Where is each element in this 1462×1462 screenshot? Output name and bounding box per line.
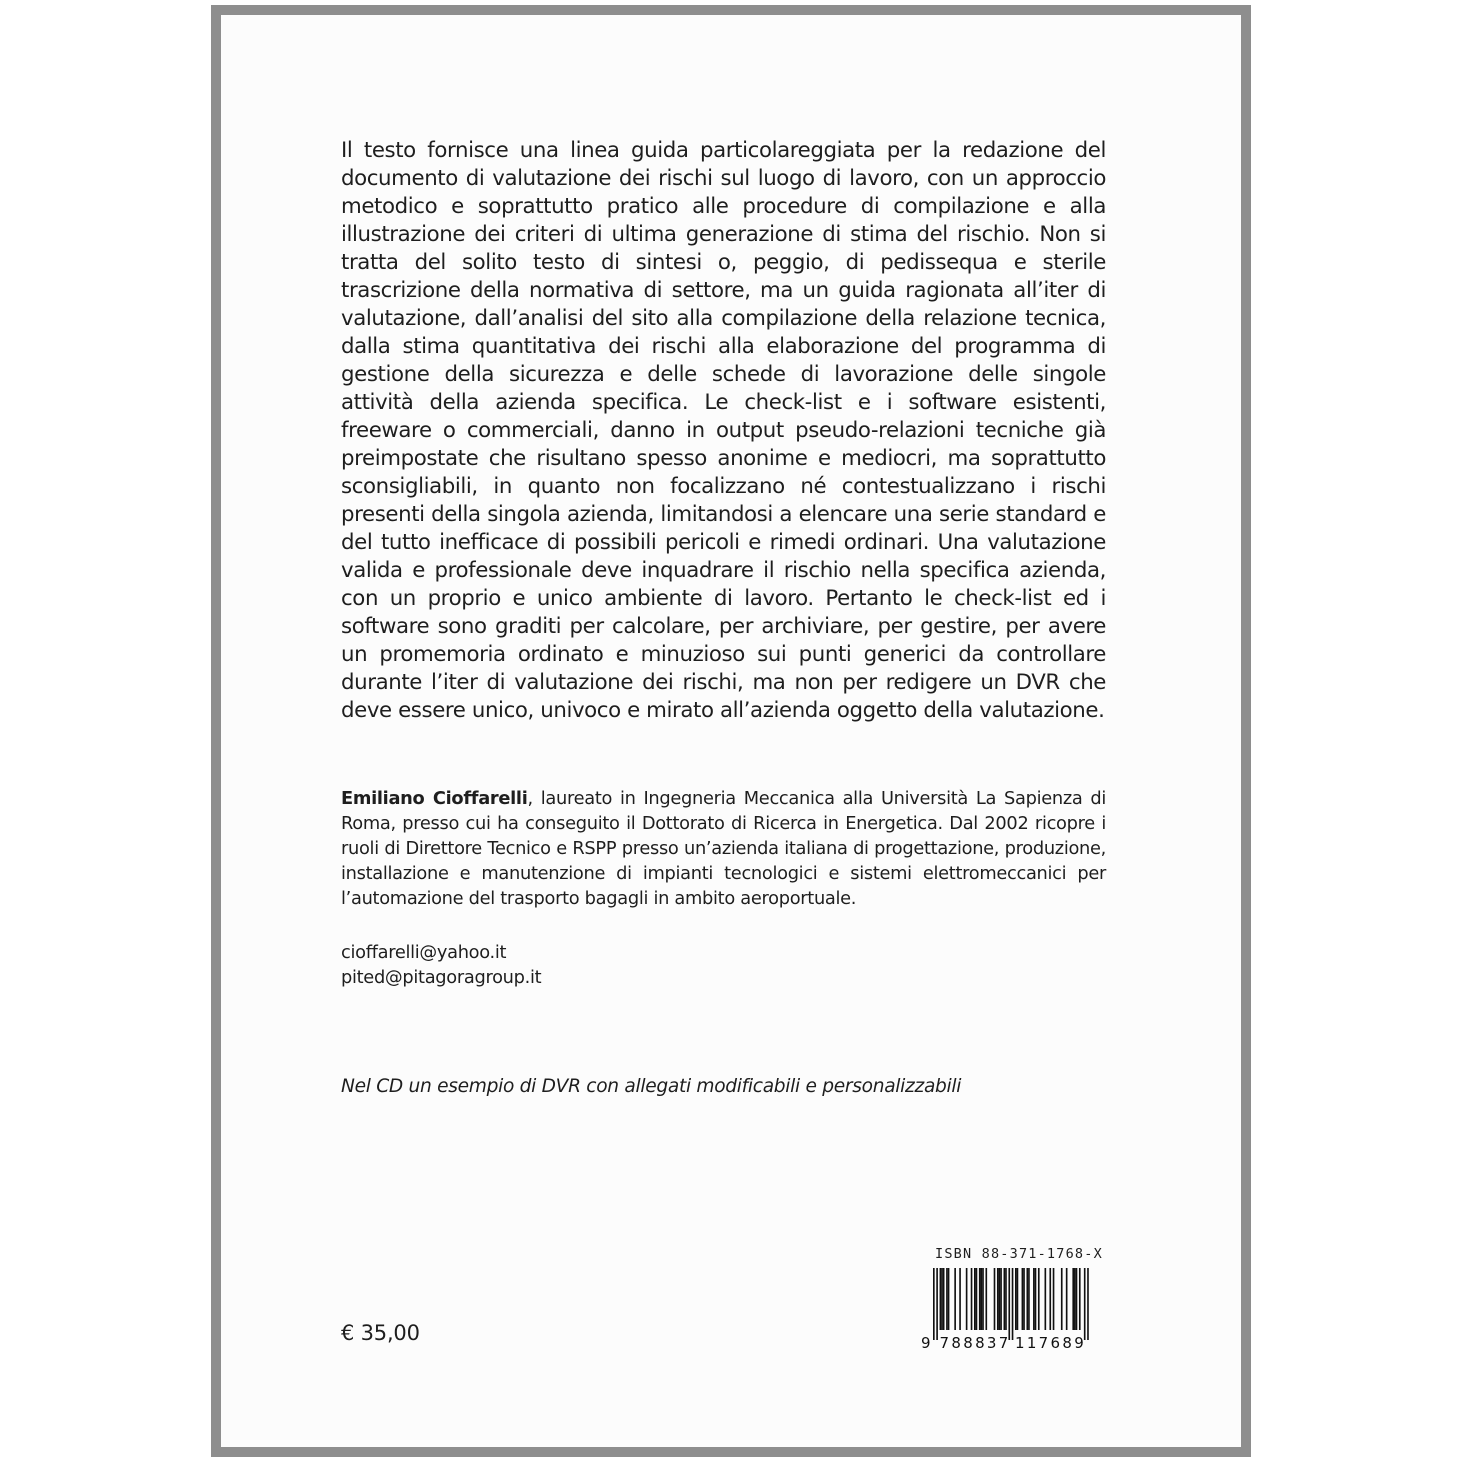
barcode-bar — [1000, 1268, 1002, 1330]
barcode-bar — [966, 1268, 968, 1330]
barcode-bar — [1004, 1268, 1006, 1330]
barcode-bar — [1035, 1268, 1037, 1330]
email-author: cioffarelli@yahoo.it — [341, 942, 507, 963]
price-label: € 35,00 — [341, 1321, 420, 1345]
barcode-bar — [997, 1268, 999, 1330]
barcode-bar — [974, 1268, 976, 1330]
author-name: Emiliano Cioffarelli — [341, 788, 528, 809]
barcode-bar — [946, 1268, 948, 1330]
cd-note: Nel CD un esempio di DVR con allegati modificabili e personalizzabili — [341, 1076, 962, 1097]
barcode-bar — [1087, 1268, 1089, 1340]
barcode-bar — [999, 1268, 1001, 1330]
barcode-bar — [1017, 1268, 1019, 1330]
barcode-bar — [1033, 1268, 1035, 1330]
email-publisher: pited@pitagoragroup.it — [341, 967, 542, 988]
barcode-bar — [1076, 1268, 1078, 1330]
barcode-bar — [933, 1268, 935, 1340]
barcode-bar — [940, 1268, 942, 1330]
barcode-bar — [1079, 1268, 1081, 1330]
barcode-bar — [981, 1268, 983, 1330]
book-back-cover — [211, 5, 1251, 1457]
barcode-bar — [936, 1268, 938, 1340]
barcode-bar — [959, 1268, 961, 1330]
barcode-bar — [1028, 1268, 1030, 1330]
barcode-digit-first: 9 — [921, 1334, 933, 1352]
barcode-bar — [1015, 1268, 1017, 1330]
barcode-bar — [1012, 1268, 1014, 1340]
barcode-bar — [954, 1268, 956, 1330]
author-bio — [341, 786, 1106, 911]
contact-emails — [341, 940, 1106, 990]
isbn-barcode — [919, 1266, 1099, 1354]
barcode-bar — [979, 1268, 981, 1330]
barcode-bar — [1045, 1268, 1047, 1330]
barcode-bar — [982, 1268, 984, 1330]
barcode-bar — [941, 1268, 943, 1330]
barcode-bar — [1072, 1268, 1074, 1330]
barcode-bar — [1038, 1268, 1040, 1330]
barcode-bar — [948, 1268, 950, 1330]
author-bio-text: , laureato in Ingegneria Meccanica alla Università La Sapienza di Roma, presso cui ha conseguito il Dottorato di Ricerca in Energetica. Dal 2002 ricopre i ruoli di Direttore Tecnico e RSPP presso un’azienda italiana di progettazione, produzione, installazione e manutenzione di impianti tecnologici e sistemi elettromeccanici per l’automazione del trasporto bagagli in ambito aeroportuale. — [341, 788, 1106, 909]
barcode-digits-right: 117689 — [1015, 1334, 1087, 1352]
barcode-bar — [1049, 1268, 1051, 1330]
barcode-bar — [1074, 1268, 1076, 1330]
barcode-bar — [1026, 1268, 1028, 1330]
barcode-digits-left: 788837 — [939, 1334, 1011, 1352]
isbn-label: ISBN 88-371-1768-X — [935, 1246, 1103, 1262]
barcode-bar — [943, 1268, 945, 1330]
barcode-bar — [1008, 1268, 1010, 1340]
barcode-bar — [985, 1268, 987, 1330]
book-description: Il testo fornisce una linea guida particolareggiata per la redazione del documento di valutazione dei rischi sul luogo di lavoro, con un approccio metodico e soprattutto pratico alle procedure di compilazione e alla illustrazione dei criteri di ultima generazione di stima del rischio. Non si tratta del solito testo di sintesi o, peggio, di pedissequa e sterile trascrizione della normativa di settore, ma un guida ragionata all’iter di valutazione, dall’analisi del sito alla compilazione della relazione tecnica, dalla stima quantitativa dei rischi alla elaborazione del programma di gestione della sicurezza e delle schede di lavorazione delle singole attività della azienda specifica. Le check-list e i software esistenti, freeware o commerciali, danno in output pseudo-relazioni tecniche già preimpostate che risultano spesso anonime e mediocri, ma soprattutto sconsigliabili, in quanto non focalizzano né contestualizzano i rischi presenti della singola azienda, limitandosi a elencare una serie standard e del tutto inefficace di possibili pericoli e rimedi ordinari. Una valutazione valida e professionale deve inquadrare il rischio nella specifica azienda, con un proprio e unico ambiente di lavoro. Pertanto le check-list ed i software sono graditi per calcolare, per archiviare, per gestire, per avere un promemoria ordinato e minuzioso sui punti generici da controllare durante l’iter di valutazione dei rischi, ma non per redigere un DVR che deve essere unico, univoco e mirato all’azienda oggetto della valutazione. — [341, 138, 1106, 723]
barcode-bar — [971, 1268, 973, 1330]
barcode-bar — [1023, 1268, 1025, 1330]
barcode-bar — [976, 1268, 978, 1330]
barcode-bar — [1022, 1268, 1024, 1330]
barcode-bar — [994, 1268, 996, 1330]
barcode-bar — [1061, 1268, 1063, 1330]
barcode-bar — [1084, 1268, 1086, 1340]
barcode-bar — [1053, 1268, 1055, 1330]
barcode-bar — [1005, 1268, 1007, 1330]
barcode-bar — [1066, 1268, 1068, 1330]
